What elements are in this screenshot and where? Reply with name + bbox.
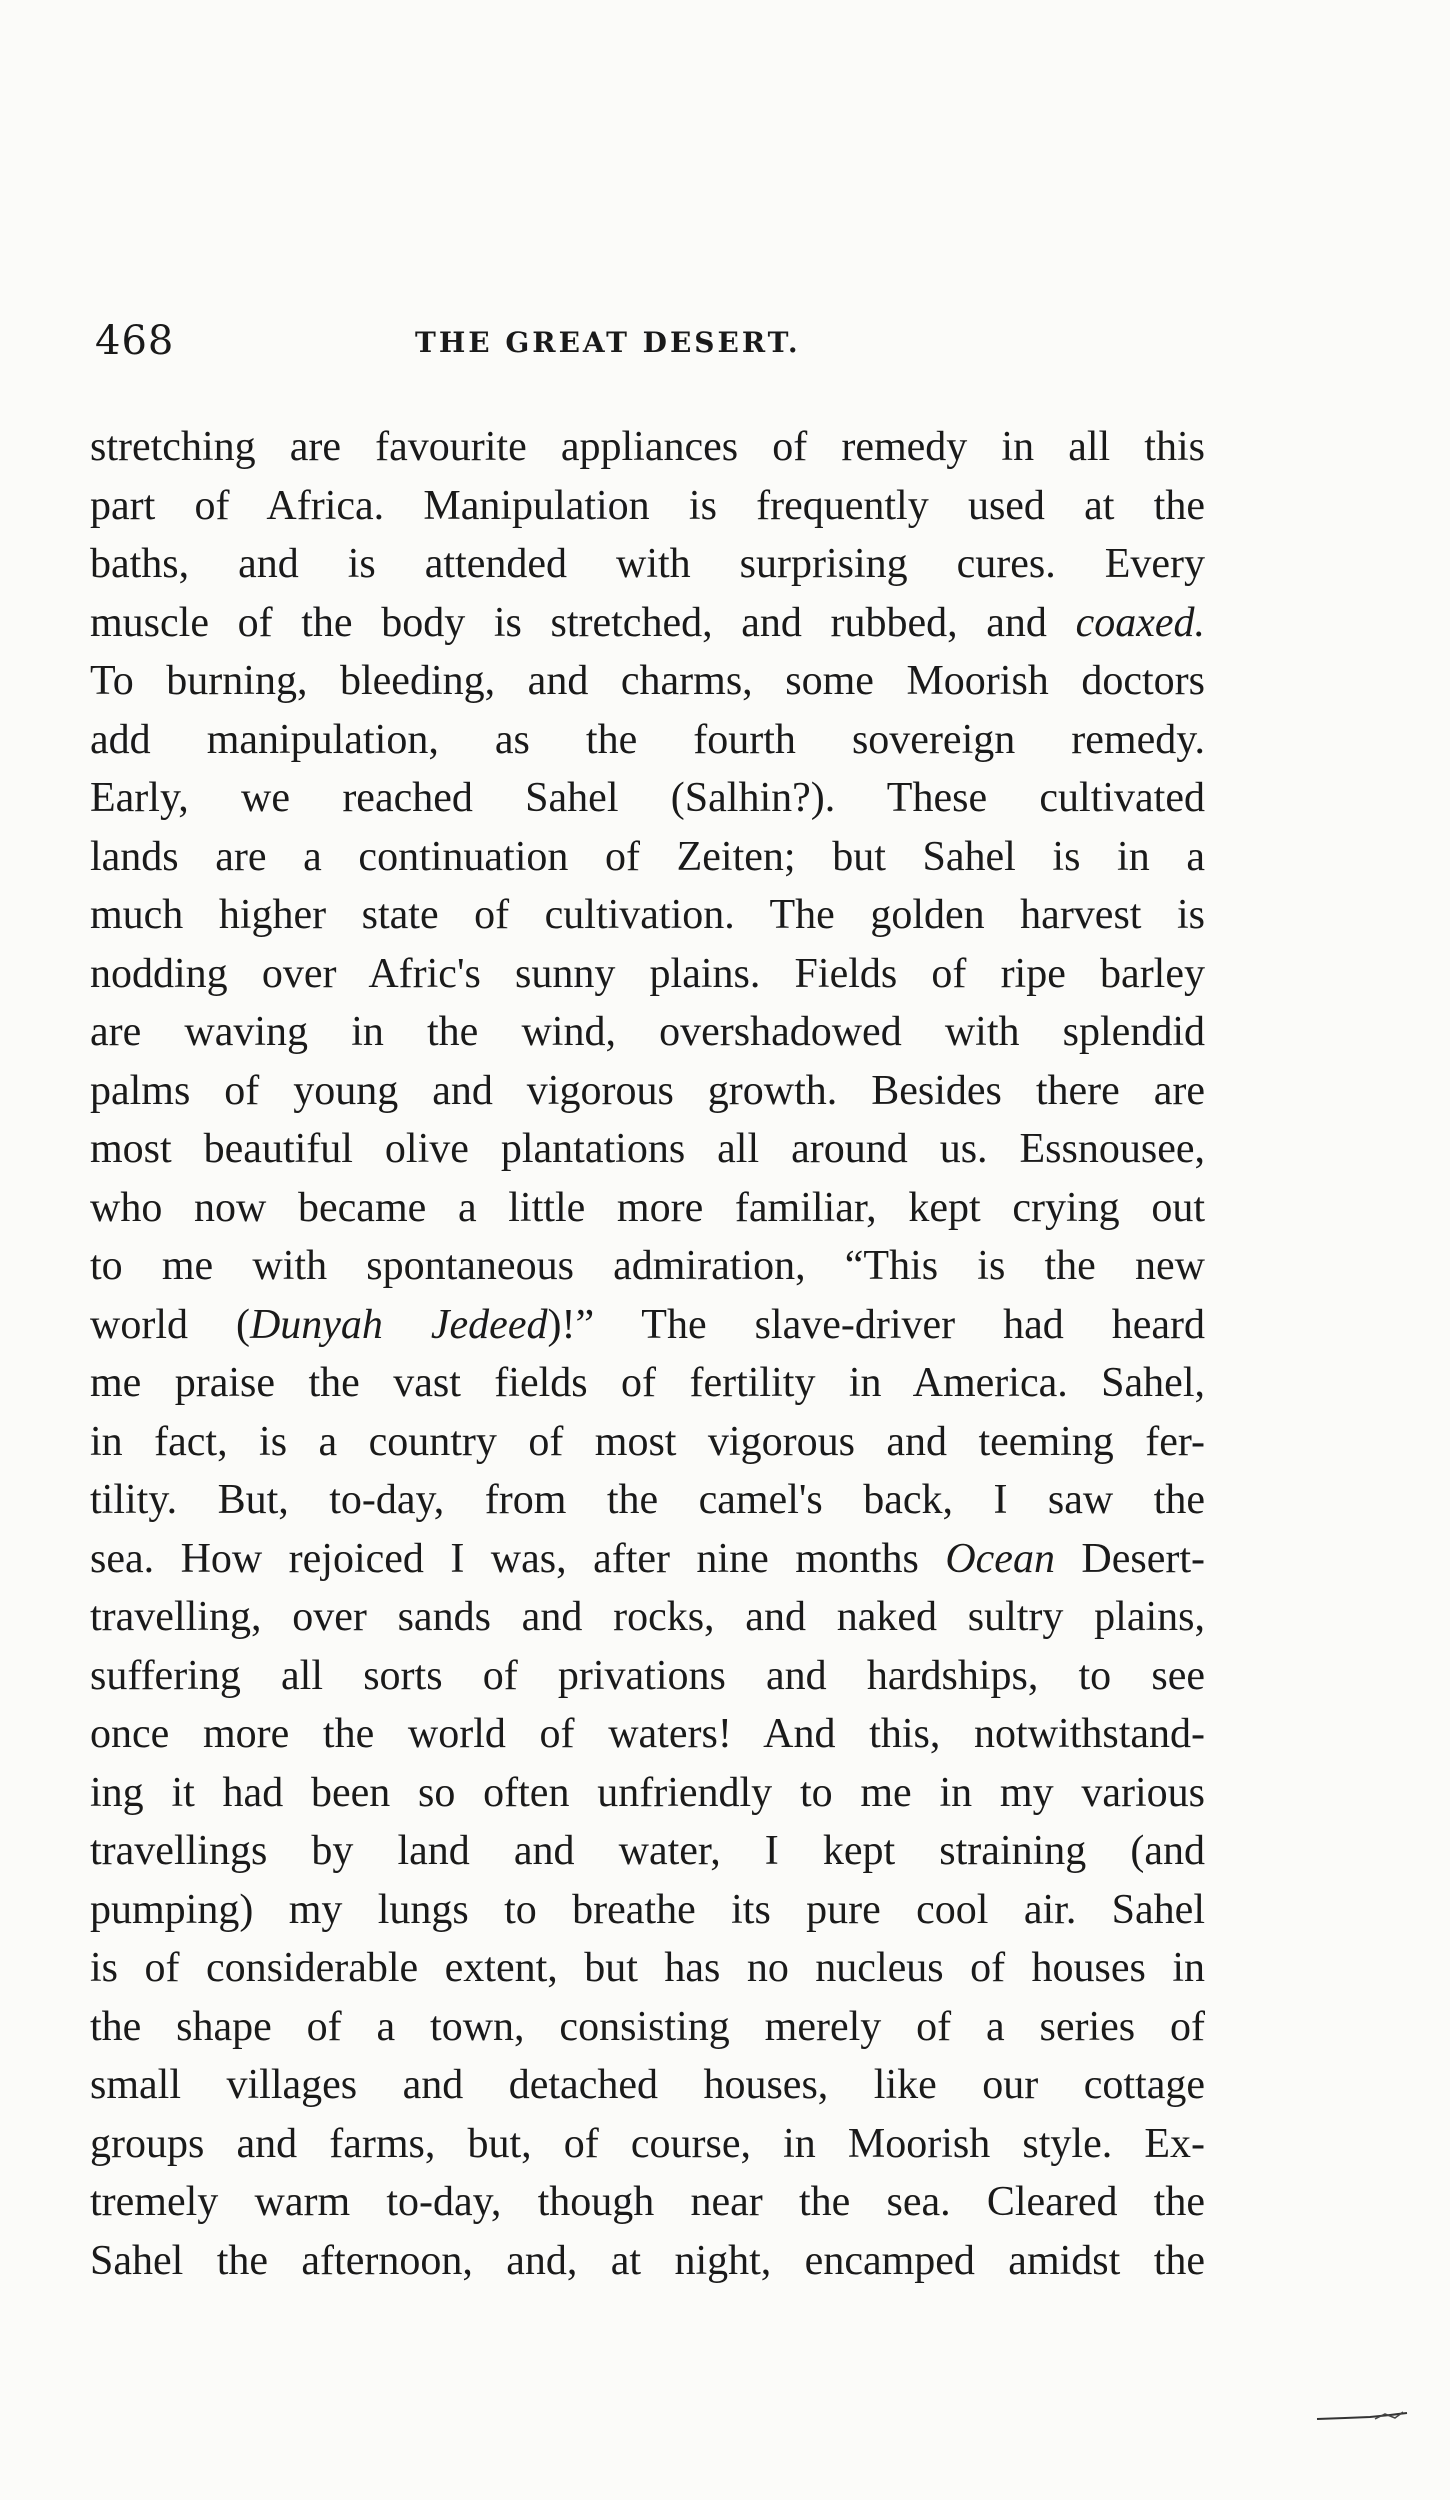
text-line: tility. But, to-day, from the camel's back, I saw the [90,1477,1205,1523]
running-title: THE GREAT DESERT. [415,326,801,359]
text-line: baths, and is attended with surprising cures. Every [90,541,1205,587]
text-line: part of Africa. Manipulation is frequently used at the [90,482,1205,529]
text-line: world (Dunyah Jedeed)!” The slave-driver had heard [90,1301,1205,1348]
text-line: To burning, bleeding, and charms, some Moorish doctors [90,658,1205,704]
text-line: much higher state of cultivation. The golden harvest is [90,892,1205,938]
text-line: travellings by land and water, I kept straining (and [90,1828,1205,1874]
text-line: the shape of a town, consisting merely of a series of [90,2003,1205,2050]
text-line: nodding over Afric's sunny plains. Fields of ripe barley [90,950,1205,997]
text-line: ing it had been so often unfriendly to me in my various [90,1769,1205,1816]
text-line: add manipulation, as the fourth sovereign remedy. [90,716,1205,763]
running-head [95,318,1195,378]
text-line: suffering all sorts of privations and hardships, to see [90,1652,1205,1699]
text-line: tremely warm to-day, though near the sea. Cleared the [90,2179,1205,2225]
text-line: small villages and detached houses, like our cottage [90,2062,1205,2108]
text-line: to me with spontaneous admiration, “This is the new [90,1243,1205,1289]
text-line: who now became a little more familiar, kept crying out [90,1184,1205,1231]
body-text [90,418,1205,2290]
text-line: once more the world of waters! And this, notwithstand- [90,1711,1205,1757]
text-line: most beautiful olive plantations all around us. Essnousee, [90,1126,1205,1172]
text-line: Sahel the afternoon, and, at night, encamped amidst the [90,2237,1205,2284]
text-line: in fact, is a country of most vigorous and teeming fer- [90,1418,1205,1465]
page-number: 468 [95,318,175,364]
text-line: me praise the vast fields of fertility in America. Sahel, [90,1360,1205,1406]
text-line: palms of young and vigorous growth. Besides there are [90,1067,1205,1114]
text-line: sea. How rejoiced I was, after nine months Ocean Desert- [90,1535,1205,1582]
text-line: are waving in the wind, overshadowed with splendid [90,1009,1205,1055]
text-line: stretching are favourite appliances of remedy in all this [90,424,1205,470]
text-line: is of considerable extent, but has no nucleus of houses in [90,1945,1205,1991]
text-line: groups and farms, but, of course, in Moorish style. Ex- [90,2120,1205,2167]
text-line: travelling, over sands and rocks, and naked sultry plains, [90,1594,1205,1640]
text-line: lands are a continuation of Zeiten; but Sahel is in a [90,833,1205,880]
text-line: Early, we reached Sahel (Salhin?). These cultivated [90,775,1205,821]
text-line: pumping) my lungs to breathe its pure cool air. Sahel [90,1886,1205,1933]
printer-mark-icon [1315,2410,1410,2422]
printer-mark [1315,2410,1410,2422]
text-line: muscle of the body is stretched, and rubbed, and coaxed. [90,599,1205,646]
